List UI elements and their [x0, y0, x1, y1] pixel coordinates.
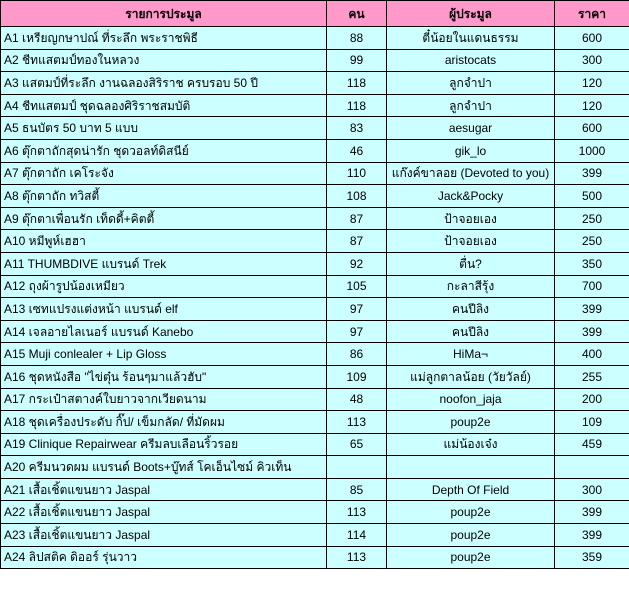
cell-count: 99	[327, 49, 387, 72]
cell-price: 350	[555, 252, 629, 275]
cell-item: A9 ตุ๊กตาเพื่อนรัก เท็ดดี้+คิตตี้	[1, 207, 327, 230]
cell-item: A17 กระเป๋าสตางค์ใบยาวจากเวียดนาม	[1, 388, 327, 411]
cell-count: 86	[327, 343, 387, 366]
cell-item: A13 เซทแปรงแต่งหน้า แบรนด์ elf	[1, 298, 327, 321]
cell-item: A15 Muji conlealer + Lip Gloss	[1, 343, 327, 366]
cell-bidder: noofon_jaja	[387, 388, 555, 411]
cell-bidder: ป้าจอยเอง	[387, 230, 555, 253]
header-price: ราคา	[555, 1, 629, 27]
cell-price: 300	[555, 478, 629, 501]
cell-item: A22 เสื้อเชิ้ตแขนยาว Jaspal	[1, 501, 327, 524]
table-row	[1, 320, 629, 343]
table-row	[1, 72, 629, 95]
cell-price: 399	[555, 320, 629, 343]
cell-bidder: กะลาสีรุ้ง	[387, 275, 555, 298]
cell-item: A14 เจลอายไลเนอร์ แบรนด์ Kanebo	[1, 320, 327, 343]
table-row	[1, 365, 629, 388]
cell-count: 118	[327, 94, 387, 117]
cell-count: 65	[327, 433, 387, 456]
cell-count: 92	[327, 252, 387, 275]
cell-item: A8 ตุ๊กตาถัก ทวิสตี้	[1, 185, 327, 208]
header-bidder: ผู้ประมูล	[387, 1, 555, 27]
table-row	[1, 456, 629, 479]
cell-bidder: แก๊งค์ขาลอย (Devoted to you)	[387, 162, 555, 185]
cell-count: 110	[327, 162, 387, 185]
cell-price: 200	[555, 388, 629, 411]
cell-bidder: ตื่น?	[387, 252, 555, 275]
cell-bidder: HiMa¬	[387, 343, 555, 366]
cell-item: A21 เสื้อเชิ้ตแขนยาว Jaspal	[1, 478, 327, 501]
cell-price: 399	[555, 501, 629, 524]
cell-bidder: Depth Of Field	[387, 478, 555, 501]
cell-item: A5 ธนบัตร 50 บาท 5 แบบ	[1, 117, 327, 140]
cell-item: A16 ชุดหนังสือ "ไข่ตุ๋น ร้อนๆมาแล้วฮับ"	[1, 365, 327, 388]
cell-price: 120	[555, 72, 629, 95]
cell-bidder: Jack&Pocky	[387, 185, 555, 208]
cell-bidder: poup2e	[387, 546, 555, 569]
cell-price: 250	[555, 207, 629, 230]
cell-count: 48	[327, 388, 387, 411]
cell-price	[555, 456, 629, 479]
cell-item: A3 แสตมป์ที่ระลึก งานฉลองสิริราช ครบรอบ 50 ปี	[1, 72, 327, 95]
cell-bidder: ตี๋น้อยในแดนธรรม	[387, 27, 555, 50]
cell-price: 399	[555, 162, 629, 185]
cell-price: 399	[555, 298, 629, 321]
table-row	[1, 185, 629, 208]
table-body	[1, 27, 629, 569]
cell-bidder: gik_lo	[387, 139, 555, 162]
table-row	[1, 117, 629, 140]
header-count: คน	[327, 1, 387, 27]
cell-count: 118	[327, 72, 387, 95]
cell-item: A19 Clinique Repairwear ครีมลบเลือนริ้วรอย	[1, 433, 327, 456]
table-row	[1, 524, 629, 547]
table-row	[1, 207, 629, 230]
table-row	[1, 343, 629, 366]
cell-item: A2 ชีทแสตมป์ทองในหลวง	[1, 49, 327, 72]
table-row	[1, 501, 629, 524]
cell-price: 600	[555, 117, 629, 140]
cell-item: A11 THUMBDIVE แบรนด์ Trek	[1, 252, 327, 275]
table-row	[1, 411, 629, 434]
cell-price: 400	[555, 343, 629, 366]
cell-item: A1 เหรียญกษาปณ์ ที่ระลึก พระราชพิธี	[1, 27, 327, 50]
header-row	[1, 1, 629, 27]
cell-count: 83	[327, 117, 387, 140]
table-row	[1, 298, 629, 321]
cell-count: 97	[327, 320, 387, 343]
table-row	[1, 139, 629, 162]
cell-count	[327, 456, 387, 479]
cell-count: 97	[327, 298, 387, 321]
table-row	[1, 546, 629, 569]
cell-count: 88	[327, 27, 387, 50]
table-row	[1, 478, 629, 501]
cell-price: 109	[555, 411, 629, 434]
cell-item: A7 ตุ๊กตาถัก เคโระจัง	[1, 162, 327, 185]
header-item: รายการประมูล	[1, 1, 327, 27]
cell-bidder: poup2e	[387, 411, 555, 434]
cell-bidder: แม่ลูกตาลน้อย (วัยวัลย์)	[387, 365, 555, 388]
cell-count: 105	[327, 275, 387, 298]
cell-bidder: แม่น้องเจ๋ง	[387, 433, 555, 456]
cell-count: 109	[327, 365, 387, 388]
cell-price: 250	[555, 230, 629, 253]
cell-bidder: ลูกจำปา	[387, 94, 555, 117]
table-row	[1, 433, 629, 456]
cell-price: 255	[555, 365, 629, 388]
cell-bidder: aesugar	[387, 117, 555, 140]
cell-bidder: คนปีลิง	[387, 320, 555, 343]
cell-price: 359	[555, 546, 629, 569]
cell-bidder: poup2e	[387, 524, 555, 547]
table-row	[1, 275, 629, 298]
table-row	[1, 94, 629, 117]
cell-item: A23 เสื้อเชิ้ตแขนยาว Jaspal	[1, 524, 327, 547]
cell-bidder: คนปีลิง	[387, 298, 555, 321]
cell-count: 114	[327, 524, 387, 547]
cell-item: A20 ครีมนวดผม แบรนด์ Boots+บู๊ทส์ โคเอ็นไซม์ คิวเท็น	[1, 456, 327, 479]
cell-item: A24 ลิปสติค ดิออร์ รุ่นวาว	[1, 546, 327, 569]
cell-price: 399	[555, 524, 629, 547]
table-row	[1, 27, 629, 50]
cell-bidder: ป้าจอยเอง	[387, 207, 555, 230]
cell-item: A12 ถุงผ้ารูปน้องเหมียว	[1, 275, 327, 298]
cell-bidder: aristocats	[387, 49, 555, 72]
cell-count: 87	[327, 207, 387, 230]
cell-price: 500	[555, 185, 629, 208]
cell-item: A6 ตุ๊กตาถักสุดน่ารัก ชุดวอลท์ดิสนีย์	[1, 139, 327, 162]
cell-count: 87	[327, 230, 387, 253]
cell-bidder	[387, 456, 555, 479]
cell-count: 113	[327, 501, 387, 524]
cell-item: A10 หมีพูห์เฮฮา	[1, 230, 327, 253]
cell-bidder: poup2e	[387, 501, 555, 524]
table-row	[1, 252, 629, 275]
cell-price: 459	[555, 433, 629, 456]
cell-count: 113	[327, 411, 387, 434]
table-header	[1, 1, 629, 27]
cell-count: 85	[327, 478, 387, 501]
cell-price: 120	[555, 94, 629, 117]
table-row	[1, 162, 629, 185]
cell-count: 113	[327, 546, 387, 569]
table-row	[1, 388, 629, 411]
cell-item: A4 ชีทแสตมป์ ชุดฉลองศิริราชสมบัติ	[1, 94, 327, 117]
table-row	[1, 230, 629, 253]
table-row	[1, 49, 629, 72]
cell-price: 1000	[555, 139, 629, 162]
cell-bidder: ลูกจำปา	[387, 72, 555, 95]
cell-count: 108	[327, 185, 387, 208]
cell-item: A18 ชุดเครื่องประดับ กิ๊ป/ เข็มกลัด/ ที่มัดผม	[1, 411, 327, 434]
cell-price: 700	[555, 275, 629, 298]
cell-count: 46	[327, 139, 387, 162]
cell-price: 300	[555, 49, 629, 72]
cell-price: 600	[555, 27, 629, 50]
